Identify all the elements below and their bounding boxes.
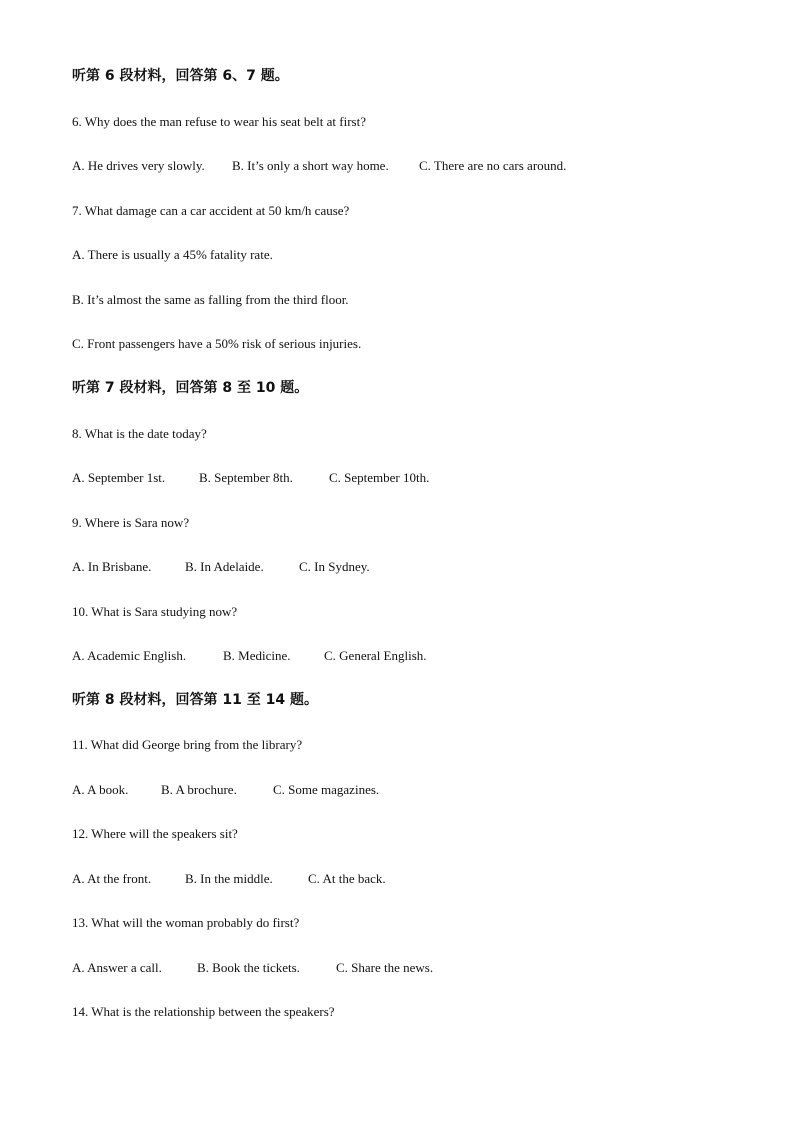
option-c: C. September 10th. xyxy=(329,470,430,485)
option-c: C. Share the news. xyxy=(336,960,434,975)
question-text: 14. What is the relationship between the speakers? xyxy=(72,1004,335,1019)
options-row xyxy=(72,158,566,174)
question-text: 10. What is Sara studying now? xyxy=(72,604,238,619)
option-a: A. He drives very slowly. xyxy=(72,158,205,173)
option-a: A. In Brisbane. xyxy=(72,559,152,574)
option-c: C. Some magazines. xyxy=(273,782,380,797)
option-a: A. Answer a call. xyxy=(72,960,162,975)
option-b: B. September 8th. xyxy=(199,470,293,485)
option-a: A. A book. xyxy=(72,782,129,797)
options-row xyxy=(72,648,427,664)
question-text: 6. Why does the man refuse to wear his seat belt at first? xyxy=(72,114,366,129)
option-b: B. It’s almost the same as falling from the third floor. xyxy=(72,292,349,307)
option-a: A. September 1st. xyxy=(72,470,166,485)
options-row xyxy=(72,559,370,575)
option-a: A. There is usually a 45% fatality rate. xyxy=(72,247,273,262)
question-text: 12. Where will the speakers sit? xyxy=(72,826,238,841)
options-row xyxy=(72,782,379,798)
option-a: A. Academic English. xyxy=(72,648,187,663)
option-c: C. In Sydney. xyxy=(299,559,370,574)
section-heading: 听第 8 段材料，回答第 11 至 14 题。 xyxy=(72,692,318,708)
option-c: C. Front passengers have a 50% risk of serious injuries. xyxy=(72,336,362,351)
option-a: A. At the front. xyxy=(72,871,152,886)
options-row xyxy=(72,470,429,486)
section-heading: 听第 7 段材料，回答第 8 至 10 题。 xyxy=(72,380,309,396)
option-b: B. Book the tickets. xyxy=(197,960,300,975)
question-text: 9. Where is Sara now? xyxy=(72,515,190,530)
question-text: 7. What damage can a car accident at 50 km/h cause? xyxy=(72,203,350,218)
option-b: B. In the middle. xyxy=(185,871,273,886)
option-c: C. At the back. xyxy=(308,871,386,886)
options-row xyxy=(72,960,433,976)
option-b: B. A brochure. xyxy=(161,782,237,797)
option-b: B. Medicine. xyxy=(223,648,291,663)
option-c: C. There are no cars around. xyxy=(419,158,567,173)
question-text: 8. What is the date today? xyxy=(72,426,207,441)
option-b: B. It’s only a short way home. xyxy=(232,158,389,173)
options-row xyxy=(72,871,386,887)
option-b: B. In Adelaide. xyxy=(185,559,264,574)
option-c: C. General English. xyxy=(324,648,427,663)
section-heading: 听第 6 段材料，回答第 6、7 题。 xyxy=(72,68,289,84)
question-text: 11. What did George bring from the library? xyxy=(72,737,303,752)
question-text: 13. What will the woman probably do first? xyxy=(72,915,300,930)
